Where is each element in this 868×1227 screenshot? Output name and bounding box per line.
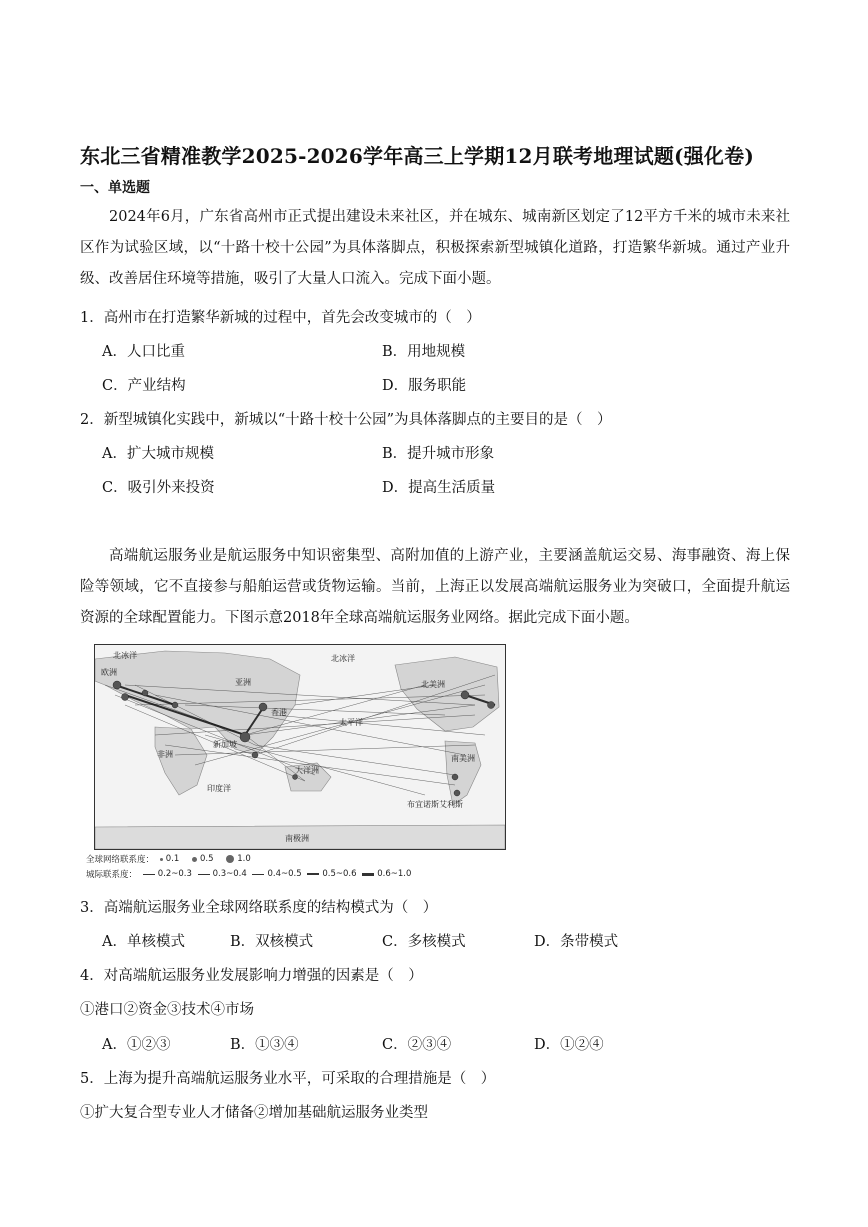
question-5-sub: ①扩大复合型专业人才储备②增加基础航运服务业类型 <box>80 1105 428 1121</box>
legend-dot-large-icon <box>226 855 234 863</box>
map-graphic <box>95 645 505 849</box>
legend-link-value-2: 0.3~0.4 <box>212 869 247 879</box>
question-3-option-d: D．条带模式 <box>534 934 619 950</box>
legend-line-5-icon <box>362 873 374 876</box>
passage-1: 2024年6月，广东省高州市正式提出建设未来社区，并在城东、城南新区划定了12平方千米的城市未来社区作为试验区域，以“十路十校十公园”为具体落脚点，积极探索新型城镇化道路，打造繁华新城。通过产业升级、改善居住环境等措施，吸引了大量人口流入。完成下面小题。 <box>80 209 790 287</box>
question-2-option-b: B．提升城市形象 <box>382 446 495 462</box>
legend-line-4-icon <box>307 873 319 875</box>
legend-link-title: 城际联系度 <box>86 870 129 880</box>
question-3-option-b: B．双核模式 <box>230 934 314 950</box>
map-legend-links: 城际联系度： 0.2~0.3 0.3~0.4 0.4~0.5 0.5~0.6 0.6~1.0 <box>86 869 412 880</box>
map-legend-node: 全球网络联系度： 0.1 0.5 1.0 <box>86 854 251 865</box>
question-3-option-a: A．单核模式 <box>102 934 185 950</box>
legend-link-value-5: 0.6~1.0 <box>377 869 412 879</box>
question-4-option-d: D．①②④ <box>534 1037 604 1053</box>
map-label-singapore: 新加坡 <box>213 740 237 749</box>
question-2-option-a: A．扩大城市规模 <box>102 446 214 462</box>
question-4-option-a: A．①②③ <box>102 1037 171 1053</box>
map-label-oceania: 大洋洲 <box>295 766 319 775</box>
passage-2: 高端航运服务业是航运服务中知识密集型、高附加值的上游产业，主要涵盖航运交易、海事融资、海上保险等领域，它不直接参与船舶运营或货物运输。当前，上海正以发展高端航运服务业为突破口，全面提升航运资源的全球配置能力。下图示意2018年全球高端航运服务业网络。据此完成下面小题。 <box>80 548 790 626</box>
map-label-arctic-right: 北冰洋 <box>331 654 355 663</box>
question-1-stem: 1．高州市在打造繁华新城的过程中，首先会改变城市的（ ） <box>80 310 481 326</box>
question-1-option-b: B．用地规模 <box>382 344 466 360</box>
legend-node-value-2: 0.5 <box>199 854 214 864</box>
page-title: 东北三省精准教学2025-2026学年高三上学期12月联考地理试题(强化卷) <box>80 144 754 168</box>
map-label-north-america: 北美洲 <box>421 680 445 689</box>
map-label-arctic-left: 北冰洋 <box>113 651 137 660</box>
question-4-sub: ①港口②资金③技术④市场 <box>80 1002 254 1018</box>
question-4-option-b: B．①③④ <box>230 1037 299 1053</box>
map-label-africa: 非洲 <box>157 750 173 759</box>
question-1-option-a: A．人口比重 <box>102 344 185 360</box>
shipping-network-map <box>94 644 506 850</box>
question-1-option-c: C．产业结构 <box>102 378 186 394</box>
question-1-option-d: D．服务职能 <box>382 378 467 394</box>
map-label-europe: 欧洲 <box>101 668 117 677</box>
map-label-south-america: 南美洲 <box>451 754 475 763</box>
question-2-option-c: C．吸引外来投资 <box>102 480 215 496</box>
legend-dot-medium-icon <box>192 857 197 862</box>
question-4-option-c: C．②③④ <box>382 1037 452 1053</box>
section-heading: 一、单选题 <box>80 180 150 196</box>
map-label-buenos-aires: 布宜诺斯艾利斯 <box>407 800 463 809</box>
question-4-stem: 4．对高端航运服务业发展影响力增强的因素是（ ） <box>80 968 423 984</box>
legend-node-title: 全球网络联系度 <box>86 855 146 865</box>
map-label-hongkong: 香港 <box>271 708 287 717</box>
map-label-asia: 亚洲 <box>235 678 251 687</box>
legend-line-1-icon <box>143 874 155 875</box>
question-2-stem: 2．新型城镇化实践中，新城以“十路十校十公园”为具体落脚点的主要目的是（ ） <box>80 412 612 428</box>
question-2-option-d: D．提高生活质量 <box>382 480 496 496</box>
legend-dot-small-icon <box>160 858 163 861</box>
legend-link-value-1: 0.2~0.3 <box>157 869 192 879</box>
legend-link-value-4: 0.5~0.6 <box>322 869 357 879</box>
legend-line-3-icon <box>252 874 264 875</box>
legend-node-value-1: 0.1 <box>165 854 180 864</box>
map-label-antarctica: 南极洲 <box>285 834 309 843</box>
question-5-stem: 5．上海为提升高端航运服务业水平，可采取的合理措施是（ ） <box>80 1071 496 1087</box>
legend-link-value-3: 0.4~0.5 <box>267 869 302 879</box>
map-label-indian-ocean: 印度洋 <box>207 784 231 793</box>
legend-line-2-icon <box>198 874 210 875</box>
question-3-stem: 3．高端航运服务业全球网络联系度的结构模式为（ ） <box>80 900 438 916</box>
legend-node-value-3: 1.0 <box>237 854 251 864</box>
question-3-option-c: C．多核模式 <box>382 934 466 950</box>
map-label-pacific: 太平洋 <box>339 718 363 727</box>
